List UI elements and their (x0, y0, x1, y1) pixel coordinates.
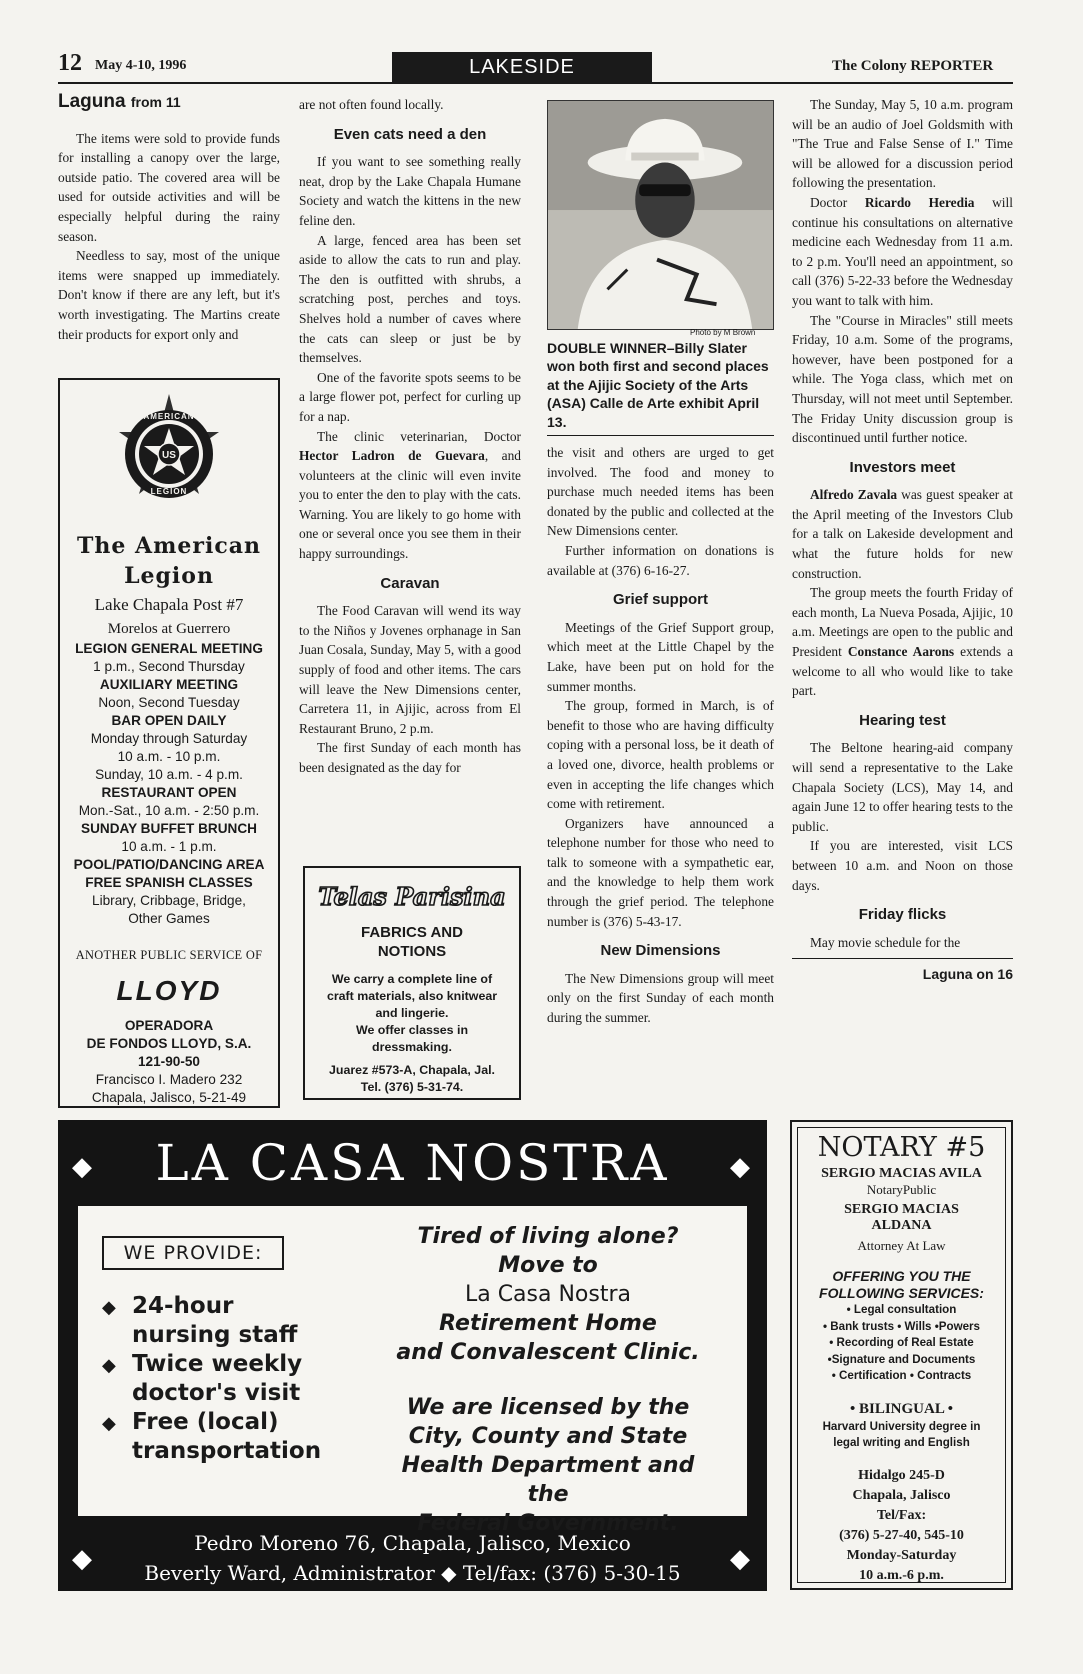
attorney-role: Attorney At Law (857, 1238, 946, 1253)
lloyd-logo: LLOYD (116, 975, 222, 1006)
casa-title: LA CASA NOSTRA (155, 1134, 670, 1192)
text-run: The clinic veterinarian, Doctor (317, 428, 521, 444)
bilingual-block (798, 1399, 1005, 1452)
lloyd-line: 121-90-50 (138, 1054, 200, 1069)
paragraph: If you are interested, visit LCS between 10 a.m. and Noon on those days. (792, 838, 1013, 893)
text-run: , and volunteers at the clinic will even invite you to enter the den to play with the cats. Warning. You are likely to go home with one or several once you see them in their happy surroundings. (299, 448, 521, 562)
telas-line: dressmaking. (372, 1040, 452, 1054)
bold-name: Hector Ladron de Guevara (299, 448, 485, 464)
jump-line: Laguna on 16 (792, 958, 1013, 985)
service-line: doctor's visit (132, 1380, 301, 1406)
telas-subtitle (305, 923, 519, 961)
notary-inner (797, 1127, 1006, 1583)
schedule-line: Other Games (128, 911, 210, 926)
message-line: We are licensed by the (406, 1395, 690, 1420)
paragraph: The Food Caravan will wend its way to the Niños y Jovenes orphanage in San Juan Cosala, Sunday, May 5, with a good supply of food and other items. The cars will leave the New Dimensions center, Carretera 11, in Ajijic, across from El Restaurant Bruno, 2 p.m. (299, 603, 521, 736)
american-legion-ad (58, 378, 280, 1108)
paragraph: The New Dimensions group will meet only on the first Sunday of each month during the summer. (547, 970, 774, 1026)
schedule-heading: LEGION GENERAL MEETING (75, 641, 263, 656)
diamond-icon: ◆ (102, 1413, 116, 1434)
footer-line: Pedro Moreno 76, Chapala, Jalisco, Mexico (194, 1531, 631, 1555)
lloyd-info (60, 1017, 278, 1107)
notary-title: NOTARY #5 (817, 1132, 986, 1163)
service-line: 24-hour (132, 1293, 234, 1319)
la-casa-nostra-ad (58, 1120, 767, 1591)
telas-logo (312, 878, 512, 914)
paragraph: If you want to see something really neat, drop by the Lake Chapala Humane Society and watch the kittens in the new feline den. (299, 154, 521, 228)
bold-name: Ricardo Heredia (864, 194, 975, 210)
caption-rule (547, 435, 774, 436)
emblem-top-text: AMERICAN (143, 412, 195, 421)
legion-emblem-icon (107, 392, 231, 516)
schedule-line: 10 a.m. - 10 p.m. (117, 749, 221, 764)
message-line: and Convalescent Clinic. (396, 1340, 700, 1365)
telas-line: We carry a complete line of (331, 972, 493, 986)
diamond-icon: ◆ (730, 1544, 750, 1573)
diamond-icon: ◆ (102, 1297, 116, 1318)
paragraph: The "Course in Miracles" still meets Friday, 10 a.m. Some of the programs, however, have been postponed for a while. The Yoga class, which met on Thursday, will not meet until September. The Friday Unity discussion group is discontinued until further notice. (792, 312, 1013, 446)
message-line: Retirement Home (439, 1311, 657, 1336)
text-run: The group meets the fourth Friday of each month, La Nueva Posada, Ajijic, 10 a.m. Meetings are open to the public and President (792, 585, 1013, 660)
continued-from: from 11 (130, 94, 181, 110)
message-line: La Casa Nostra (464, 1282, 632, 1307)
legion-schedule (60, 640, 278, 928)
paragraph: Organizers have announced a telephone number for those who need to talk to someone with a sympathetic ear, and the knowledge to help them work through the grief period. The telephone number is (376) 5-43-17. (547, 815, 774, 929)
emblem-bottom-text: LEGION (150, 487, 188, 496)
footer-line: Beverly Ward, Administrator ◆ Tel/fax: (376) 5-30-15 (144, 1561, 681, 1585)
photo-caption: DOUBLE WINNER–Billy Slater won both first and second places at the Ajijic Society of the Arts (ASA) Calle de Arte exhibit April 13. (547, 340, 769, 430)
paragraph: The items were sold to provide funds for installing a canopy over the large, outside patio. The covered area will be used for outside activities and will be especially helpful during the rainy season. (58, 130, 280, 244)
paragraph (792, 193, 1013, 311)
bilingual-line: Harvard University degree in (822, 1419, 981, 1433)
paper-name: The Colony REPORTER (832, 58, 994, 74)
casa-message (378, 1222, 718, 1538)
service-line: Free (local) (132, 1409, 279, 1435)
paragraph: The first Sunday of each month has been designated as the day for (299, 740, 521, 775)
paragraph: One of the favorite spots seems to be a large flower pot, perfect for curling up for a nap. (299, 369, 521, 424)
notary-address (798, 1466, 1005, 1586)
text-run: Doctor (810, 194, 865, 210)
schedule-line: Monday through Saturday (90, 731, 248, 746)
paragraph: The Beltone hearing-aid company will send a representative to the Lake Chapala Society (LCS), May 14, and again June 12 to offer hearing tests to the public. (792, 740, 1013, 834)
we-provide-box: WE PROVIDE: (102, 1236, 284, 1270)
subhead-new-dimensions: New Dimensions (600, 942, 721, 960)
service-line: transportation (132, 1438, 322, 1464)
service-line: • Recording of Real Estate (829, 1336, 974, 1349)
telas-logo-text: Telas Parisina (318, 882, 506, 911)
continued-heading (58, 92, 280, 113)
services-heading-line: OFFERING YOU THE (832, 1268, 971, 1284)
lloyd-line: Francisco I. Madero 232 (95, 1072, 243, 1087)
message-line: Move to (498, 1253, 598, 1278)
service-item (102, 1408, 321, 1466)
schedule-heading: BAR OPEN DAILY (111, 713, 227, 728)
schedule-line: 10 a.m. - 1 p.m. (121, 839, 217, 854)
diamond-icon: ◆ (72, 1544, 92, 1573)
subhead-grief: Grief support (612, 591, 708, 609)
photo-billy-slater (547, 100, 774, 330)
legion-address: Morelos at Guerrero (107, 621, 231, 637)
page-number: 12 (58, 50, 82, 76)
continued-title: Laguna (58, 91, 126, 112)
diamond-icon: ◆ (730, 1152, 750, 1181)
column-4 (792, 95, 1013, 985)
address-line: Monday-Saturday (846, 1547, 957, 1563)
paragraph: Needless to say, most of the unique items were snapped up immediately. Don't know if there are any left, but it's worth investigating. The Martins create their products for export only and (58, 248, 280, 342)
schedule-line: 1 p.m., Second Thursday (93, 659, 245, 674)
message-line: Tired of living alone? (417, 1224, 679, 1249)
service-line: Twice weekly (132, 1351, 303, 1377)
services-heading (798, 1268, 1005, 1302)
service-line: •Signature and Documents (827, 1352, 976, 1366)
paragraph (299, 427, 521, 564)
bold-name: Alfredo Zavala (810, 487, 898, 503)
lloyd-line: Chapala, Jalisco, 5-21-49 (91, 1090, 247, 1105)
legion-title-line: The American (77, 533, 261, 559)
telas-subtitle-line: NOTIONS (377, 943, 447, 960)
notary-ad (790, 1120, 1013, 1590)
text-run: will continue his consultations on alternative medicine each Wednesday from 11 a.m. to 2 p.m. You'll need an appointment, so call (376) 5-22-33 before the Wednesday you want to talk with him. (792, 194, 1013, 308)
header-rule (58, 82, 1013, 84)
paragraph: the visit and others are urged to get involved. The food and money to purchase much needed items has been donated by the public and collected at the New Dimensions center. (547, 445, 774, 539)
service-line: • Certification • Contracts (831, 1369, 972, 1382)
address-line: 10 a.m.-6 p.m. (859, 1567, 944, 1583)
bilingual-line: legal writing and English (833, 1436, 970, 1449)
message-line: Federal Government. (417, 1511, 679, 1536)
paragraph: are not often found locally. (299, 97, 444, 112)
schedule-heading: POOL/PATIO/DANCING AREA (73, 857, 265, 872)
schedule-heading: SUNDAY BUFFET BRUNCH (81, 821, 257, 836)
subhead-investors: Investors meet (849, 458, 956, 476)
paragraph: Meetings of the Grief Support group, which meet at the Little Chapel by the Lake, have been put on hold for the summer months. (547, 619, 774, 694)
notary-role: NotaryPublic (866, 1182, 937, 1197)
lloyd-line: OPERADORA (124, 1018, 214, 1033)
attorney-name: ALDANA (871, 1218, 932, 1233)
section-banner: LAKESIDE (392, 52, 652, 82)
services-heading-line: FOLLOWING SERVICES: (819, 1285, 984, 1301)
telas-parisina-ad (303, 866, 521, 1100)
schedule-line: Library, Cribbage, Bridge, (92, 893, 246, 908)
diamond-icon: ◆ (72, 1152, 92, 1181)
schedule-heading: FREE SPANISH CLASSES (85, 875, 253, 890)
casa-footer (58, 1528, 767, 1588)
paragraph (792, 485, 1013, 583)
telas-line: Tel. (376) 5-31-74. (360, 1080, 464, 1094)
column-1 (58, 92, 280, 344)
diamond-icon: ◆ (102, 1355, 116, 1376)
address-line: Chapala, Jalisco (852, 1487, 951, 1503)
paragraph: May movie schedule for the (810, 934, 961, 950)
notary-name: SERGIO MACIAS AVILA (821, 1166, 982, 1181)
paragraph: The group, formed in March, is of benefit to those who are having difficulty coping with a personal loss, be it death of a loved one, divorce, health problems or even in accepting the life changes which come with retirement. (547, 698, 774, 812)
service-line: nursing staff (132, 1322, 298, 1348)
photo-credit: Photo by M Brown (690, 328, 756, 337)
emblem-center-text: US (162, 450, 176, 461)
message-line: Health Department and the (401, 1453, 695, 1507)
casa-inner-panel (78, 1206, 747, 1536)
address-line: Tel/Fax: (876, 1507, 927, 1523)
schedule-line: Sunday, 10 a.m. - 4 p.m. (95, 767, 243, 782)
telas-line: We offer classes in (355, 1023, 469, 1037)
schedule-heading: RESTAURANT OPEN (101, 785, 237, 800)
paragraph: Further information on donations is available at (376) 6-16-27. (547, 542, 774, 578)
telas-text (305, 971, 519, 1096)
service-item (102, 1350, 302, 1408)
paragraph: A large, fenced area has been set aside to allow the cats to run and play. The den is outfitted with shrubs, a scratching post, perches and toys. Shelves hold a number of caves where the cats can sleep or just be by themselves. (299, 232, 521, 366)
issue-date: May 4-10, 1996 (95, 58, 187, 73)
subhead-cats: Even cats need a den (333, 125, 487, 143)
message-line: City, County and State (408, 1424, 688, 1449)
paragraph: The Sunday, May 5, 10 a.m. program will be an audio of Joel Goldsmith with "The True and False Sense of I." Time will be allowed for a discussion period following the presentation. (792, 97, 1013, 191)
address-line: Hidalgo 245-D (858, 1467, 945, 1483)
legion-post: Lake Chapala Post #7 (94, 595, 244, 614)
public-service-note: ANOTHER PUBLIC SERVICE OF (75, 948, 263, 962)
address-line: (376) 5-27-40, 545-10 (839, 1527, 964, 1543)
subhead-caravan: Caravan (380, 574, 440, 592)
telas-line: craft materials, also knitwear (326, 989, 498, 1003)
lloyd-line: DE FONDOS LLOYD, S.A. (86, 1036, 252, 1051)
legion-title (60, 531, 278, 591)
schedule-line: Noon, Second Tuesday (98, 695, 240, 710)
service-line: • Legal consultation (846, 1303, 957, 1316)
schedule-line: Mon.-Sat., 10 a.m. - 2:50 p.m. (78, 803, 260, 818)
text-run: extends a welcome to all who would like to take part. (792, 644, 1014, 699)
bold-name: Constance Aarons (847, 644, 955, 660)
bilingual-line: • BILINGUAL • (849, 1400, 954, 1417)
column-3 (547, 443, 774, 1028)
telas-line: and lingerie. (375, 1006, 449, 1020)
subhead-hearing: Hearing test (859, 711, 946, 729)
telas-subtitle-line: FABRICS AND (361, 924, 463, 941)
text-run: was guest speaker at the April meeting of the Investors Club for a talk on Lakeside development and what the future holds for new construction. (792, 487, 1013, 581)
telas-line: Juarez #573-A, Chapala, Jal. (329, 1063, 495, 1077)
schedule-heading: AUXILIARY MEETING (99, 677, 239, 692)
service-item (102, 1292, 297, 1350)
column-2 (299, 95, 521, 778)
legion-title-line: Legion (124, 563, 214, 589)
subhead-flicks: Friday flicks (858, 906, 947, 924)
attorney-name: SERGIO MACIAS (844, 1202, 959, 1217)
services-list (798, 1302, 1005, 1385)
paragraph (792, 583, 1013, 701)
service-line: • Bank trusts • Wills •Powers (822, 1319, 981, 1333)
